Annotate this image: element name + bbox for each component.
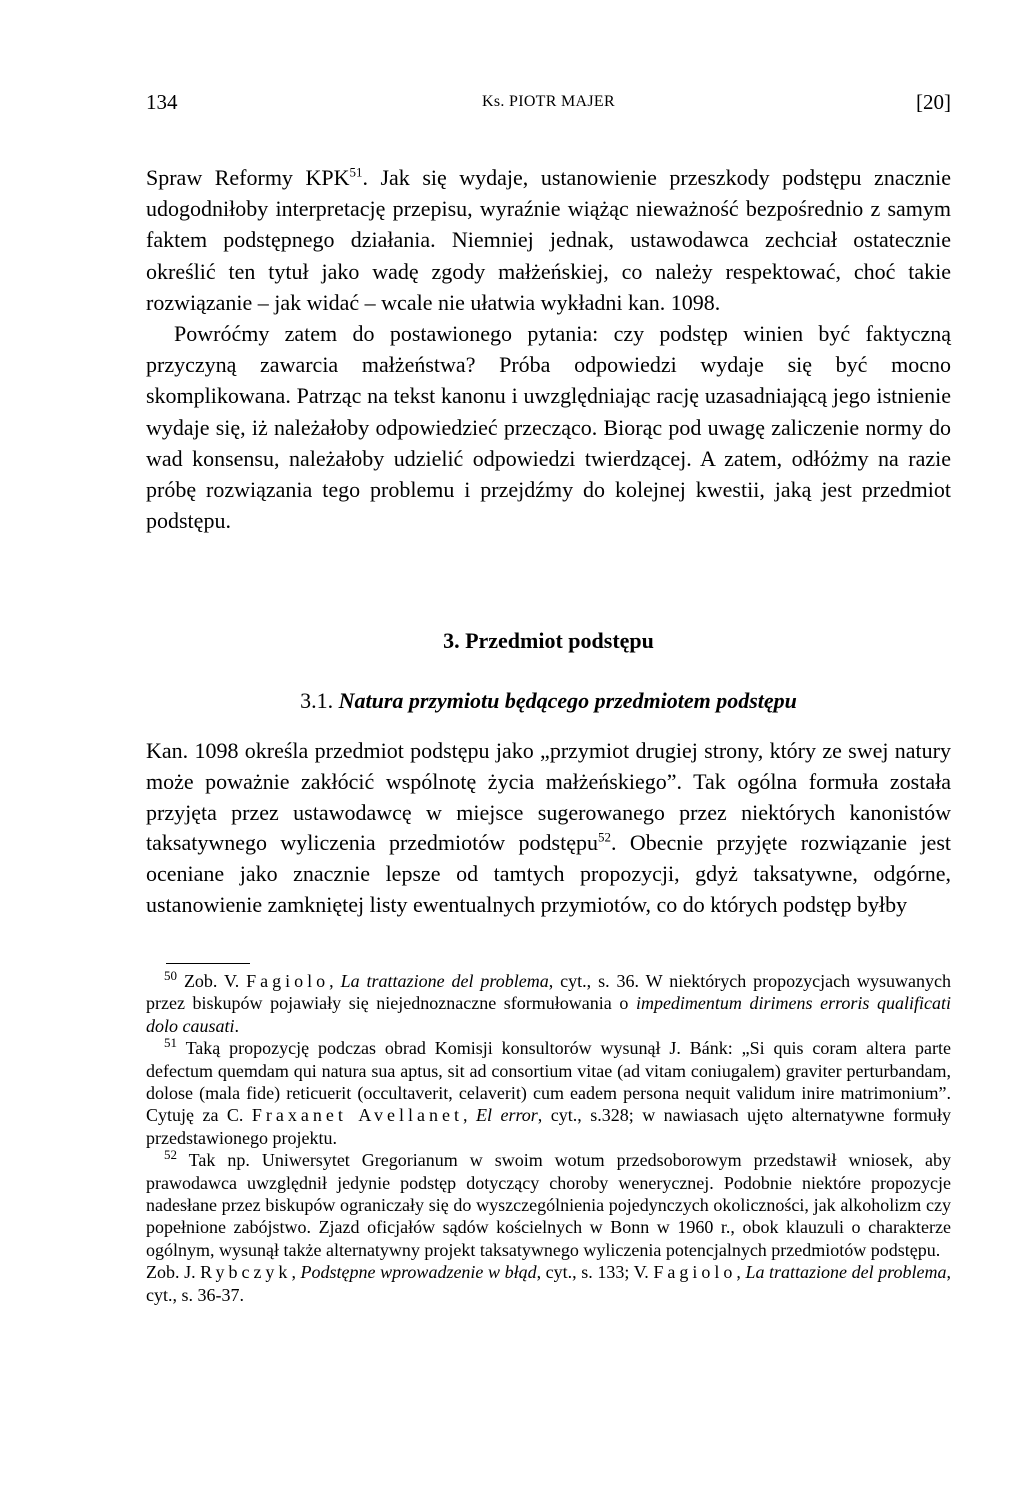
footnote-52b-text-c: , cyt., s. 133; V. [536,1262,654,1283]
footnote-ref-52: 52 [597,830,611,846]
footnote-50-text-b: , [329,971,341,991]
footnote-52b-text-e: , cyt., s. 36-37. [146,1262,952,1305]
paragraph-1-text-a: Spraw Reformy KPK [146,165,350,190]
footnote-50-title: La trattazione del problema [340,971,549,991]
footnote-52b-text-a: Zob. J. [146,1262,201,1283]
body-text-upper [146,162,951,536]
paragraph-2: Powróćmy zatem do postawionego pytania: czy podstęp winien być faktyczną przyczyną zawarcia małżeństwa? Próba odpowiedzi wydaje się być mocno skomplikowana. Patrząc na tekst kanonu i uwzględniając rację uzasadniającą jego istnienie wydaje się, iż należałoby odpowiedzieć przecząco. Biorąc pod uwagę zaliczenie normy do wad konsensu, należałoby udzielić odpowiedzi twierdzącej. A zatem, odłóżmy na razie próbę rozwiązania tego problemu i przejdźmy do kolejnej kwestii, jaką jest przedmiot podstępu. [146,321,951,534]
footnote-51-text-c: , cyt., s.328; w nawiasach ujęto alternatywne formuły przedstawionego projektu. [146,1105,951,1148]
footnote-52b-author-1: Rybczyk [200,1262,292,1283]
footnote-50-text-d: . [234,1015,239,1036]
footnote-50-latin: impedimentum dirimens erroris qualificati dolo causati [146,993,952,1036]
footnote-50-number: 50 [164,968,177,983]
subsection-number: 3.1. [300,688,334,713]
paragraph-1 [146,162,951,318]
footnote-52b-author-2: Fagiolo [653,1262,737,1283]
running-head [146,90,951,120]
footnote-separator [166,963,250,964]
footnote-51-author: Fraxanet Avellanet [251,1105,463,1126]
paragraph-3-text-b: . Obecnie przyjęte rozwiązanie jest oceniane jako znacznie lepsze od tamtych propozycji, gdyż taksatywne, odgórne, ustanowienie zamkniętej listy ewentualnych przymiotów, co do których podstęp byłby [146,830,952,917]
footnote-51-text-a: Taką propozycję podczas obrad Komisji konsultorów wysunął J. Bánk: „Si quis coram altera parte defectum quemdam qui natura sua aptus, sit ad consortium vitae (ad vitam coniugalem) graviter perturbandam, dolose (mala fide) reticuerit (occultaverit, celaverit) cum eadem persona nequit validum inire matrimonium”. Cytuję za C. [146,1038,951,1126]
footnote-52-number: 52 [164,1147,177,1163]
footnote-52b-text-b: , [291,1262,301,1283]
footnote-52 [146,1149,951,1261]
footnote-52b-title-1: Podstępne wprowadzenie w błąd [300,1262,537,1283]
footnote-51 [146,1037,951,1149]
subsection-heading [146,688,951,714]
footnote-52-text: Tak np. Uniwersytet Gregorianum w swoim wotum przedsoborowym przedstawił wniosek, aby prawodawca uwzględnił jedynie podstęp dotyczący choroby wenerycznej. Podobnie niektóre propozycje nadesłane przez biskupów ograniczały się do wyszczególnienia pojedynczych okoliczności, jak alkoholizm czy popełnione zabójstwo. Zjazd oficjałów sądów kościelnych w Bonn w 1960 r., obok klauzuli o charakterze ogólnym, wysunął także alternatywny projekt taksatywnego wyliczenia potencjalnych przedmiotów podstępu. [146,1150,951,1260]
paragraph-1-text-b: . Jak się wydaje, ustanowienie przeszkody podstępu znacznie udogodniłoby interpretację przepisu, wyraźnie wiążąc nieważność bezpośrednio z samym faktem podstępnego działania. Niemniej jednak, ustawodawca zechciał ostatecznie określić ten tytuł jako wadę zgody małżeńskiej, co należy respektować, choć takie rozwiązanie – jak widać – wcale nie ułatwia wykładni kan. 1098. [146,165,951,315]
footnote-51-text-b: , [463,1105,476,1126]
footnote-50-text-c: , cyt., s. 36. W niektórych propozycjach wysuwanych przez biskupów pojawiały się niejednoznaczne sformułowania o [146,971,951,1014]
footnote-50-author: Fagiolo [246,971,330,991]
page-number: 134 [146,90,178,114]
footnote-50 [146,970,951,1037]
footnote-52b-title-2: La trattazione del problema [745,1262,947,1283]
paragraph-3 [146,736,951,921]
footnote-51-title: El error [475,1105,538,1126]
footnote-52b-text-d: , [736,1262,746,1283]
section-heading: 3. Przedmiot podstępu [443,628,654,653]
running-head-section-number: [20] [916,90,951,114]
paragraph-3-text-a: Kan. 1098 określa przedmiot podstępu jako „przymiot drugiej strony, który ze swej natury może poważnie zakłócić wspólnotę życia małżeńskiego”. Tak ogólna formuła została przyjęta przez ustawodawcę w miejsce sugerowanego przez niektórych kanonistów taksatywnego wyliczenia przedmiotów podstępu [146,738,951,856]
footnotes [146,970,951,1306]
footnote-ref-51: 51 [349,164,363,180]
subsection-title: Natura przymiotu będącego przedmiotem podstępu [338,688,797,713]
footnote-52-continuation [146,1261,951,1306]
footnote-50-text-a: Zob. V. [183,971,247,991]
footnote-51-number: 51 [164,1035,177,1051]
running-head-author: Ks. PIOTR MAJER [482,93,615,110]
body-text-lower [146,736,951,921]
